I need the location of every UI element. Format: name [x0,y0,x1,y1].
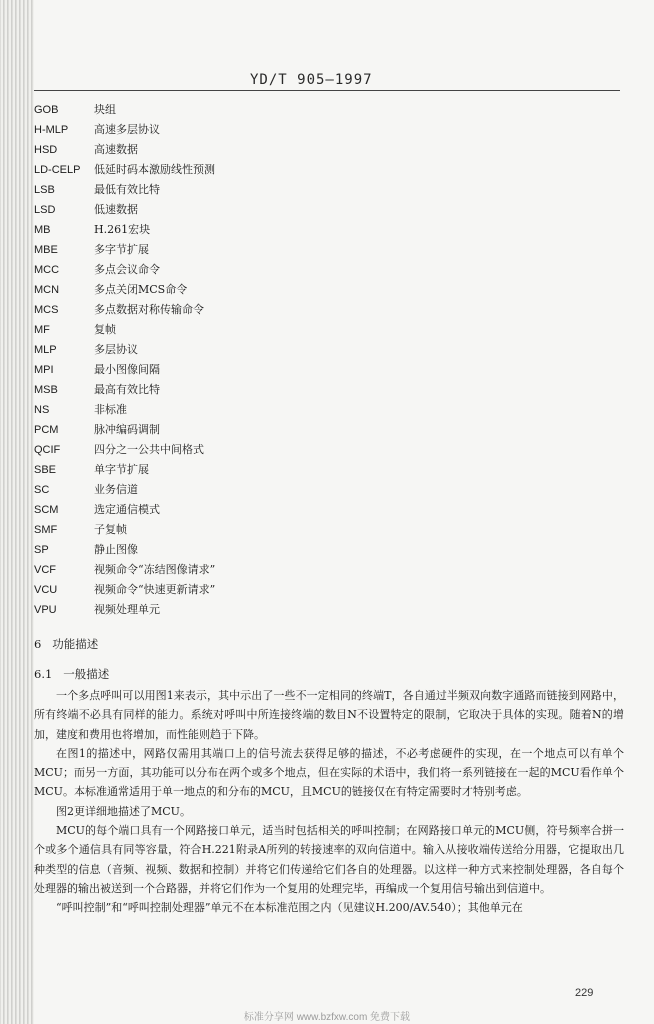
header-rule [34,90,620,91]
abbreviation-row [34,240,594,260]
section-number: 6 [34,637,42,651]
abbreviation-row [34,560,594,580]
abbreviation-definition: 视频处理单元 [94,603,160,616]
abbreviation-definition: 业务信道 [94,483,138,496]
abbreviation-row [34,280,594,300]
paragraph: MCU的每个端口具有一个网路接口单元，适当时包括相关的呼叫控制；在网路接口单元的MCU侧，符号频率合拼一个或多个通信具有同等容量，符合H.221附录A所列的转接速率的双向信道中。输入从接收端传送给分用器，它提取出几种类型的信息（音频、视频、数据和控制）并将它们传递给它们各自的处理器。以这样一种方式来控制处理器，各自每个处理器的输出被送到一个合路器，并将它们作为一个复用的处理完毕，再编成一个复用信号输出到信道中。 [34,824,624,895]
body-text [34,686,624,918]
abbreviation-row [34,100,594,120]
subsection-number: 6.1 [34,667,53,681]
abbreviation-row [34,320,594,340]
abbreviation-definition: 块组 [94,103,116,116]
abbreviation-row [34,260,594,280]
abbreviation-term: MCC [34,264,60,276]
abbreviation-term: LSB [34,184,55,196]
abbreviation-term: LD-CELP [34,164,81,176]
abbreviation-term: H-MLP [34,124,69,136]
abbreviation-definition: 最低有效比特 [94,183,160,196]
abbreviation-row [34,480,594,500]
abbreviation-definition: 选定通信模式 [94,503,160,516]
abbreviation-row [34,220,594,240]
abbreviation-definition: 静止图像 [94,543,138,556]
abbreviation-row [34,120,594,140]
abbreviation-row [34,160,594,180]
abbreviation-row [34,140,594,160]
abbreviation-row [34,540,594,560]
abbreviation-row [34,340,594,360]
abbreviation-term: SCM [34,504,59,516]
section-title: 功能描述 [52,637,99,651]
subsection-heading [34,666,109,682]
abbreviation-term: SMF [34,524,58,536]
abbreviation-row [34,600,594,620]
abbreviation-definition: 多层协议 [94,343,138,356]
abbreviation-term: HSD [34,144,58,156]
abbreviation-definition: 非标准 [94,403,127,416]
abbreviation-row [34,580,594,600]
abbreviation-term: PCM [34,424,59,436]
abbreviation-row [34,380,594,400]
abbreviation-term: MF [34,324,50,336]
abbreviation-term: VCF [34,564,56,576]
abbreviation-definition: 脉冲编码调制 [94,423,160,436]
abbreviation-term: GOB [34,104,59,116]
abbreviation-definition: 低速数据 [94,203,138,216]
abbreviation-definition: H.261宏块 [94,223,151,236]
page-number: 229 [575,987,594,999]
abbreviation-definition: 多点数据对称传输命令 [94,303,204,316]
abbreviation-term: VCU [34,584,58,596]
abbreviation-list [34,100,594,620]
paragraph: 一个多点呼叫可以用图1来表示，其中示出了一些不一定相同的终端T，各自通过半频双向数字通路而链接到网路中，所有终端不必具有同样的能力。系统对呼叫中所连接终端的数目N不设置特定的限制，它取决于具体的实现。随着N的增加，建度和费用也将增加，而性能则趋于下降。 [34,689,624,741]
abbreviation-definition: 最高有效比特 [94,383,160,396]
abbreviation-definition: 四分之一公共中间格式 [94,443,204,456]
abbreviation-term: MBE [34,244,58,256]
abbreviation-definition: 子复帧 [94,523,127,536]
abbreviation-term: MCS [34,304,59,316]
abbreviation-definition: 多字节扩展 [94,243,149,256]
abbreviation-definition: 高速数据 [94,143,138,156]
paragraph: “呼叫控制”和“呼叫控制处理器”单元不在本标准范围之内（见建议H.200/AV.540）；其他单元在 [56,901,523,915]
abbreviation-term: MSB [34,384,58,396]
abbreviation-term: MPI [34,364,54,376]
abbreviation-term: QCIF [34,444,61,456]
abbreviation-definition: 单字节扩展 [94,463,149,476]
abbreviation-row [34,520,594,540]
abbreviation-term: VPU [34,604,57,616]
abbreviation-term: LSD [34,204,56,216]
abbreviation-definition: 高速多层协议 [94,123,160,136]
paragraph: 图2更详细地描述了MCU。 [56,804,191,818]
abbreviation-term: SP [34,544,49,556]
abbreviation-row [34,200,594,220]
abbreviation-definition: 视频命令“快速更新请求” [94,583,216,596]
standard-code-header: YD/T 905—1997 [250,72,373,88]
abbreviation-row [34,500,594,520]
abbreviation-row [34,420,594,440]
paragraph: 在图1的描述中，网路仅需用其端口上的信号流去获得足够的描述，不必考虑硬件的实现，在一个地点可以有单个MCU；而另一方面，其功能可以分布在两个或多个地点，但在实际的术语中，我们将一系列链接在一起的MCU看作单个MCU。本标准通常适用于单一地点的和分布的MCU，且MCU的链接仅在有特定需要时才特别考虑。 [34,746,624,799]
subsection-title: 一般描述 [63,667,110,681]
abbreviation-definition: 最小图像间隔 [94,363,160,376]
abbreviation-term: NS [34,404,50,416]
abbreviation-definition: 视频命令“冻结图像请求” [94,563,216,576]
scan-edge-shadow [0,0,34,1024]
abbreviation-definition: 多点关闭MCS命令 [94,283,188,296]
abbreviation-row [34,300,594,320]
footer-watermark: 标准分享网 www.bzfxw.com 免费下载 [243,1012,411,1023]
abbreviation-row [34,440,594,460]
abbreviation-definition: 多点会议命令 [94,263,160,276]
abbreviation-term: SC [34,484,50,496]
abbreviation-definition: 复帧 [94,323,116,336]
abbreviation-term: MLP [34,344,57,356]
abbreviation-term: SBE [34,464,57,476]
abbreviation-row [34,360,594,380]
abbreviation-definition: 低延时码本激励线性预测 [94,163,215,176]
abbreviation-term: MB [34,224,51,236]
section-heading [34,636,98,652]
abbreviation-row [34,180,594,200]
abbreviation-term: MCN [34,284,60,296]
abbreviation-row [34,400,594,420]
abbreviation-row [34,460,594,480]
